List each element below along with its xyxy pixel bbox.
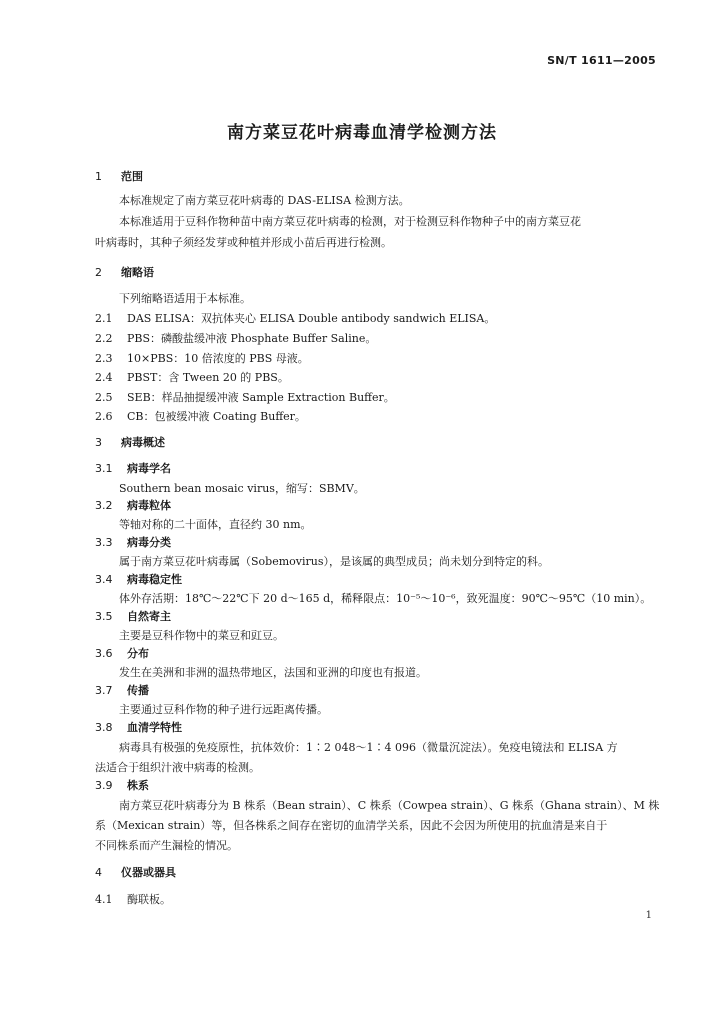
subsection-number: 3.1 (95, 462, 113, 475)
section-title: 范围 (121, 170, 143, 183)
subsection-title: 病毒稳定性 (127, 573, 182, 586)
list-item (95, 410, 306, 424)
subsection-number: 3.7 (95, 684, 113, 697)
list-item (95, 391, 395, 405)
subsection-heading (95, 536, 171, 550)
subsection-title: 病毒学名 (127, 462, 171, 475)
paragraph-continuation: 系（Mexican strain）等，但各株系之间存在密切的血清学关系，因此不会因为所使用的抗血清是来自于 (95, 819, 608, 832)
item-text: 10×PBS：10 倍浓度的 PBS 母液。 (127, 352, 309, 365)
subsection-heading (95, 573, 182, 587)
list-item (95, 371, 289, 385)
page-title: 南方菜豆花叶病毒血清学检测方法 (227, 123, 497, 143)
subsection-number: 3.9 (95, 779, 113, 792)
item-text: DAS ELISA：双抗体夹心 ELISA Double antibody sandwich ELISA。 (127, 312, 496, 325)
section-number: 2 (95, 266, 102, 279)
subsection-heading (95, 462, 171, 476)
list-item (95, 352, 309, 366)
subsection-title: 病毒粒体 (127, 499, 171, 512)
subsection-heading (95, 779, 149, 793)
paragraph: 本标准规定了南方菜豆花叶病毒的 DAS-ELISA 检测方法。 (119, 194, 410, 207)
list-item (95, 893, 171, 907)
paragraph-continuation: 法适合于组织汁液中病毒的检测。 (95, 761, 260, 774)
page-number: 1 (645, 910, 652, 921)
paragraph: 本标准适用于豆科作物种苗中南方菜豆花叶病毒的检测，对于检测豆科作物种子中的南方菜豆花 (119, 215, 581, 228)
subsection-heading (95, 647, 149, 661)
section-title: 病毒概述 (121, 436, 165, 449)
subsection-title: 株系 (127, 779, 149, 792)
item-text: SEB：样品抽提缓冲液 Sample Extraction Buffer。 (127, 391, 395, 404)
paragraph: 等轴对称的二十面体，直径约 30 nm。 (119, 518, 312, 531)
paragraph: 病毒具有极强的免疫原性，抗体效价：1∶2 048～1∶4 096（微量沉淀法）。免疫电镜法和 ELISA 方 (119, 741, 618, 754)
section-number: 4 (95, 866, 102, 879)
subsection-heading (95, 499, 171, 513)
paragraph-continuation: 叶病毒时，其种子须经发芽或种植并形成小苗后再进行检测。 (95, 236, 392, 249)
section-title: 仪器或器具 (121, 866, 176, 879)
subsection-title: 自然寄主 (127, 610, 171, 623)
subsection-heading (95, 721, 182, 735)
list-item (95, 312, 495, 326)
subsection-title: 分布 (127, 647, 149, 660)
paragraph-continuation: 不同株系而产生漏检的情况。 (95, 839, 238, 852)
subsection-heading (95, 684, 149, 698)
paragraph: 发生在美洲和非洲的温热带地区，法国和亚洲的印度也有报道。 (119, 666, 427, 679)
paragraph: 主要是豆科作物中的菜豆和豇豆。 (119, 629, 284, 642)
subsection-title: 血清学特性 (127, 721, 182, 734)
subsection-number: 3.8 (95, 721, 113, 734)
item-number: 2.1 (95, 312, 113, 325)
subsection-title: 病毒分类 (127, 536, 171, 549)
section-3-heading (95, 436, 165, 450)
item-number: 4.1 (95, 893, 113, 906)
subsection-number: 3.2 (95, 499, 113, 512)
subsection-number: 3.4 (95, 573, 113, 586)
paragraph: 主要通过豆科作物的种子进行远距离传播。 (119, 703, 328, 716)
item-number: 2.2 (95, 332, 113, 345)
subsection-number: 3.3 (95, 536, 113, 549)
item-text: PBST：含 Tween 20 的 PBS。 (127, 371, 289, 384)
item-text: 酶联板。 (127, 893, 171, 906)
item-number: 2.6 (95, 410, 113, 423)
item-text: CB：包被缓冲液 Coating Buffer。 (127, 410, 306, 423)
paragraph: 下列缩略语适用于本标准。 (119, 292, 251, 305)
section-number: 3 (95, 436, 102, 449)
paragraph: Southern bean mosaic virus，缩写：SBMV。 (119, 482, 365, 495)
subsection-number: 3.5 (95, 610, 113, 623)
standard-code: SN/T 1611—2005 (547, 54, 656, 67)
item-number: 2.5 (95, 391, 113, 404)
paragraph: 属于南方菜豆花叶病毒属（Sobemovirus），是该属的典型成员；尚未划分到特定的科。 (119, 555, 549, 568)
list-item (95, 332, 376, 346)
subsection-number: 3.6 (95, 647, 113, 660)
section-1-heading (95, 170, 143, 184)
paragraph: 体外存活期：18℃～22℃下 20 d～165 d，稀释限点：10⁻⁵～10⁻⁶，致死温度：90℃～95℃（10 min）。 (119, 592, 652, 605)
subsection-title: 传播 (127, 684, 149, 697)
item-number: 2.4 (95, 371, 113, 384)
section-4-heading (95, 866, 176, 880)
subsection-heading (95, 610, 171, 624)
section-2-heading (95, 266, 154, 280)
item-text: PBS：磷酸盐缓冲液 Phosphate Buffer Saline。 (127, 332, 377, 345)
section-number: 1 (95, 170, 102, 183)
paragraph: 南方菜豆花叶病毒分为 B 株系（Bean strain）、C 株系（Cowpea strain）、G 株系（Ghana strain）、M 株 (119, 799, 660, 812)
item-number: 2.3 (95, 352, 113, 365)
section-title: 缩略语 (121, 266, 154, 279)
